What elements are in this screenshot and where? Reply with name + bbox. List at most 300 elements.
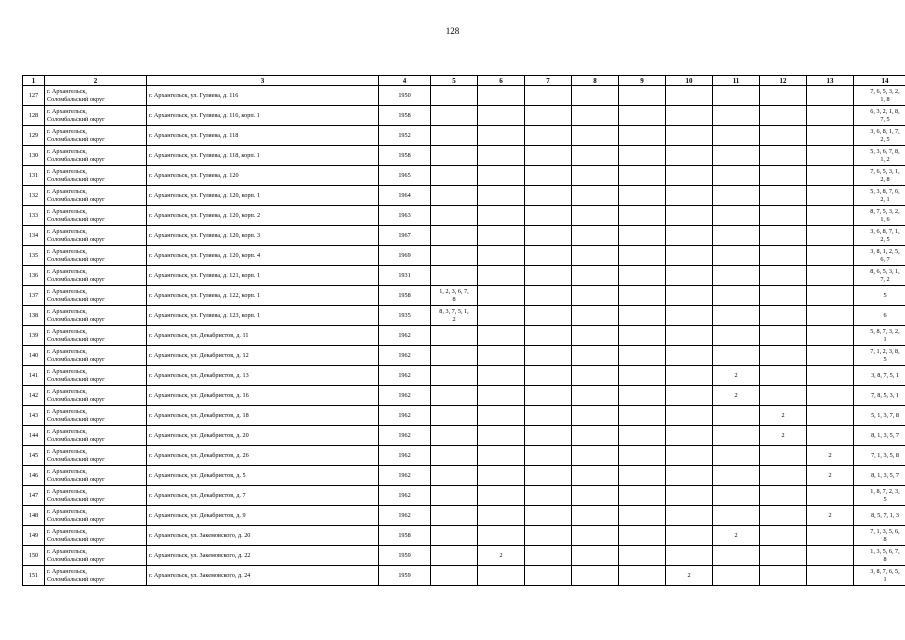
cell-col-13	[807, 266, 854, 286]
cell-col-8	[572, 106, 619, 126]
cell-col-4: 1962	[379, 366, 431, 386]
cell-col-3: г. Архангельск, ул. Гуляева, д. 120, корп. 2	[147, 206, 379, 226]
cell-col-3: г. Архангельск, ул. Гуляева, д. 120, корп. 4	[147, 246, 379, 266]
cell-col-9	[619, 466, 666, 486]
cell-col-2: г. Архангельск, Соломбальский округ	[45, 186, 147, 206]
cell-col-11	[713, 326, 760, 346]
cell-col-4: 1965	[379, 166, 431, 186]
cell-col-11	[713, 126, 760, 146]
cell-col-2: г. Архангельск, Соломбальский округ	[45, 206, 147, 226]
cell-col-10	[666, 506, 713, 526]
cell-col-5	[431, 266, 478, 286]
cell-col-1: 150	[23, 546, 45, 566]
cell-col-13	[807, 386, 854, 406]
cell-col-3: г. Архангельск, ул. Гуляева, д. 122, корп. 1	[147, 286, 379, 306]
cell-col-6	[478, 406, 525, 426]
cell-col-13	[807, 366, 854, 386]
cell-col-3: г. Архангельск, ул. Декабристов, д. 16	[147, 386, 379, 406]
cell-col-5	[431, 566, 478, 586]
cell-col-14: 3, 6, 8, 1, 7, 2, 5	[854, 126, 905, 146]
cell-col-2: г. Архангельск, Соломбальский округ	[45, 226, 147, 246]
cell-col-4: 1950	[379, 86, 431, 106]
cell-col-1: 132	[23, 186, 45, 206]
cell-col-7	[525, 186, 572, 206]
cell-col-2: г. Архангельск, Соломбальский округ	[45, 466, 147, 486]
cell-col-2: г. Архангельск, Соломбальский округ	[45, 546, 147, 566]
table-row	[23, 246, 905, 266]
cell-col-12	[760, 486, 807, 506]
cell-col-3: г. Архангельск, ул. Декабристов, д. 9	[147, 506, 379, 526]
cell-col-1: 131	[23, 166, 45, 186]
cell-col-14: 3, 8, 1, 2, 5, 6, 7	[854, 246, 905, 266]
cell-col-4: 1935	[379, 306, 431, 326]
cell-col-14: 3, 8, 7, 5, 1	[854, 366, 905, 386]
cell-col-14: 8, 1, 3, 5, 7	[854, 426, 905, 446]
cell-col-2: г. Архангельск, Соломбальский округ	[45, 306, 147, 326]
cell-col-11	[713, 306, 760, 326]
cell-col-8	[572, 326, 619, 346]
cell-col-12	[760, 546, 807, 566]
table-row	[23, 346, 905, 366]
cell-col-5	[431, 186, 478, 206]
cell-col-1: 145	[23, 446, 45, 466]
cell-col-6	[478, 266, 525, 286]
cell-col-9	[619, 126, 666, 146]
cell-col-8	[572, 166, 619, 186]
cell-col-4: 1958	[379, 106, 431, 126]
cell-col-5: 1, 2, 3, 6, 7, 8	[431, 286, 478, 306]
cell-col-2: г. Архангельск, Соломбальский округ	[45, 506, 147, 526]
cell-col-11	[713, 246, 760, 266]
cell-col-11	[713, 486, 760, 506]
cell-col-5	[431, 366, 478, 386]
cell-col-12	[760, 526, 807, 546]
cell-col-2: г. Архангельск, Соломбальский округ	[45, 86, 147, 106]
cell-col-7	[525, 326, 572, 346]
cell-col-5	[431, 466, 478, 486]
cell-col-10	[666, 186, 713, 206]
cell-col-13	[807, 326, 854, 346]
cell-col-2: г. Архангельск, Соломбальский округ	[45, 366, 147, 386]
cell-col-12: 2	[760, 426, 807, 446]
cell-col-12	[760, 226, 807, 246]
cell-col-4: 1964	[379, 186, 431, 206]
cell-col-8	[572, 346, 619, 366]
cell-col-6	[478, 186, 525, 206]
table-row	[23, 86, 905, 106]
cell-col-8	[572, 146, 619, 166]
cell-col-5	[431, 486, 478, 506]
cell-col-12	[760, 166, 807, 186]
cell-col-5	[431, 426, 478, 446]
cell-col-3: г. Архангельск, ул. Декабристов, д. 18	[147, 406, 379, 426]
cell-col-2: г. Архангельск, Соломбальский округ	[45, 386, 147, 406]
cell-col-14: 3, 6, 8, 7, 1, 2, 5	[854, 226, 905, 246]
cell-col-6	[478, 146, 525, 166]
cell-col-9	[619, 206, 666, 226]
cell-col-1: 137	[23, 286, 45, 306]
column-header: 7	[525, 76, 572, 86]
cell-col-8	[572, 86, 619, 106]
cell-col-1: 140	[23, 346, 45, 366]
cell-col-3: г. Архангельск, ул. Декабристов, д. 20	[147, 426, 379, 446]
cell-col-12	[760, 146, 807, 166]
cell-col-7	[525, 406, 572, 426]
cell-col-11	[713, 106, 760, 126]
cell-col-6	[478, 386, 525, 406]
cell-col-6: 2	[478, 546, 525, 566]
cell-col-10	[666, 306, 713, 326]
table-row	[23, 186, 905, 206]
table-body	[23, 86, 905, 586]
cell-col-1: 133	[23, 206, 45, 226]
cell-col-6	[478, 166, 525, 186]
cell-col-7	[525, 486, 572, 506]
table-row	[23, 366, 905, 386]
cell-col-8	[572, 506, 619, 526]
cell-col-13	[807, 426, 854, 446]
cell-col-5	[431, 326, 478, 346]
cell-col-13	[807, 306, 854, 326]
cell-col-14: 7, 1, 3, 5, 8	[854, 446, 905, 466]
cell-col-10	[666, 446, 713, 466]
cell-col-13: 2	[807, 506, 854, 526]
cell-col-12	[760, 366, 807, 386]
cell-col-5	[431, 386, 478, 406]
cell-col-12	[760, 246, 807, 266]
table-row	[23, 326, 905, 346]
cell-col-3: г. Архангельск, ул. Закемовского, д. 24	[147, 566, 379, 586]
cell-col-2: г. Архангельск, Соломбальский округ	[45, 446, 147, 466]
cell-col-12	[760, 326, 807, 346]
cell-col-8	[572, 466, 619, 486]
cell-col-1: 136	[23, 266, 45, 286]
cell-col-4: 1962	[379, 426, 431, 446]
cell-col-3: г. Архангельск, ул. Гуляева, д. 118, корп. 1	[147, 146, 379, 166]
cell-col-7	[525, 226, 572, 246]
cell-col-11	[713, 546, 760, 566]
table-row	[23, 546, 905, 566]
cell-col-14: 6	[854, 306, 905, 326]
cell-col-7	[525, 86, 572, 106]
cell-col-8	[572, 546, 619, 566]
cell-col-2: г. Архангельск, Соломбальский округ	[45, 126, 147, 146]
cell-col-5	[431, 506, 478, 526]
cell-col-2: г. Архангельск, Соломбальский округ	[45, 426, 147, 446]
cell-col-11	[713, 146, 760, 166]
cell-col-8	[572, 486, 619, 506]
cell-col-9	[619, 546, 666, 566]
cell-col-13	[807, 86, 854, 106]
table-row	[23, 226, 905, 246]
cell-col-10	[666, 226, 713, 246]
cell-col-4: 1958	[379, 286, 431, 306]
cell-col-10	[666, 366, 713, 386]
cell-col-2: г. Архангельск, Соломбальский округ	[45, 326, 147, 346]
cell-col-5	[431, 126, 478, 146]
cell-col-13: 2	[807, 446, 854, 466]
cell-col-1: 134	[23, 226, 45, 246]
cell-col-8	[572, 406, 619, 426]
cell-col-11	[713, 446, 760, 466]
cell-col-1: 130	[23, 146, 45, 166]
column-header: 11	[713, 76, 760, 86]
cell-col-12	[760, 346, 807, 366]
cell-col-4: 1962	[379, 486, 431, 506]
cell-col-7	[525, 126, 572, 146]
column-header: 3	[147, 76, 379, 86]
page-number: 128	[445, 26, 460, 36]
cell-col-12	[760, 446, 807, 466]
cell-col-6	[478, 346, 525, 366]
column-header: 9	[619, 76, 666, 86]
cell-col-2: г. Архангельск, Соломбальский округ	[45, 486, 147, 506]
cell-col-11	[713, 206, 760, 226]
cell-col-1: 135	[23, 246, 45, 266]
column-header: 14	[854, 76, 905, 86]
cell-col-3: г. Архангельск, ул. Декабристов, д. 11	[147, 326, 379, 346]
cell-col-5	[431, 446, 478, 466]
cell-col-12	[760, 186, 807, 206]
cell-col-1: 138	[23, 306, 45, 326]
cell-col-4: 1962	[379, 326, 431, 346]
cell-col-5	[431, 526, 478, 546]
cell-col-6	[478, 326, 525, 346]
cell-col-6	[478, 306, 525, 326]
cell-col-9	[619, 306, 666, 326]
cell-col-14: 5, 3, 6, 7, 8, 1, 2	[854, 146, 905, 166]
cell-col-11	[713, 86, 760, 106]
cell-col-10	[666, 486, 713, 506]
cell-col-8	[572, 246, 619, 266]
cell-col-6	[478, 86, 525, 106]
cell-col-13	[807, 106, 854, 126]
cell-col-8	[572, 226, 619, 246]
cell-col-9	[619, 86, 666, 106]
cell-col-6	[478, 246, 525, 266]
cell-col-3: г. Архангельск, ул. Закемовского, д. 20	[147, 526, 379, 546]
cell-col-6	[478, 486, 525, 506]
cell-col-9	[619, 386, 666, 406]
cell-col-10	[666, 406, 713, 426]
cell-col-14: 8, 5, 7, 1, 3	[854, 506, 905, 526]
cell-col-3: г. Архангельск, ул. Гуляева, д. 120, корп. 1	[147, 186, 379, 206]
cell-col-13	[807, 146, 854, 166]
cell-col-9	[619, 286, 666, 306]
cell-col-7	[525, 206, 572, 226]
cell-col-13	[807, 566, 854, 586]
cell-col-1: 149	[23, 526, 45, 546]
table-row	[23, 306, 905, 326]
cell-col-12	[760, 466, 807, 486]
cell-col-10	[666, 386, 713, 406]
table-row	[23, 426, 905, 446]
cell-col-4: 1962	[379, 446, 431, 466]
table-row	[23, 146, 905, 166]
cell-col-9	[619, 566, 666, 586]
column-header: 10	[666, 76, 713, 86]
column-header: 6	[478, 76, 525, 86]
cell-col-8	[572, 266, 619, 286]
cell-col-9	[619, 186, 666, 206]
cell-col-3: г. Архангельск, ул. Декабристов, д. 13	[147, 366, 379, 386]
cell-col-10	[666, 106, 713, 126]
cell-col-14: 8, 1, 3, 5, 7	[854, 466, 905, 486]
cell-col-12	[760, 386, 807, 406]
cell-col-2: г. Архангельск, Соломбальский округ	[45, 266, 147, 286]
cell-col-7	[525, 286, 572, 306]
cell-col-3: г. Архангельск, ул. Гуляева, д. 116	[147, 86, 379, 106]
cell-col-13	[807, 526, 854, 546]
cell-col-1: 148	[23, 506, 45, 526]
cell-col-14: 7, 1, 2, 3, 8, 5	[854, 346, 905, 366]
cell-col-5	[431, 166, 478, 186]
cell-col-10	[666, 126, 713, 146]
cell-col-14: 7, 8, 5, 3, 1	[854, 386, 905, 406]
cell-col-8	[572, 566, 619, 586]
cell-col-5	[431, 346, 478, 366]
cell-col-5: 8, 3, 7, 5, 1, 2	[431, 306, 478, 326]
cell-col-1: 129	[23, 126, 45, 146]
cell-col-8	[572, 286, 619, 306]
cell-col-1: 143	[23, 406, 45, 426]
table-row	[23, 386, 905, 406]
cell-col-4: 1959	[379, 546, 431, 566]
cell-col-9	[619, 246, 666, 266]
cell-col-5	[431, 226, 478, 246]
cell-col-6	[478, 466, 525, 486]
table-row	[23, 466, 905, 486]
cell-col-13	[807, 126, 854, 146]
cell-col-10	[666, 286, 713, 306]
cell-col-6	[478, 446, 525, 466]
cell-col-3: г. Архангельск, ул. Гуляева, д. 123, корп. 1	[147, 306, 379, 326]
cell-col-10	[666, 526, 713, 546]
cell-col-1: 146	[23, 466, 45, 486]
cell-col-6	[478, 126, 525, 146]
data-table	[22, 75, 905, 586]
cell-col-8	[572, 366, 619, 386]
cell-col-6	[478, 506, 525, 526]
cell-col-8	[572, 186, 619, 206]
cell-col-11: 2	[713, 526, 760, 546]
cell-col-13	[807, 246, 854, 266]
cell-col-3: г. Архангельск, ул. Гуляева, д. 121, корп. 1	[147, 266, 379, 286]
cell-col-9	[619, 266, 666, 286]
cell-col-7	[525, 546, 572, 566]
cell-col-12	[760, 106, 807, 126]
cell-col-6	[478, 426, 525, 446]
cell-col-9	[619, 346, 666, 366]
cell-col-6	[478, 286, 525, 306]
cell-col-2: г. Архангельск, Соломбальский округ	[45, 346, 147, 366]
header-row	[23, 76, 905, 86]
cell-col-7	[525, 446, 572, 466]
table-row	[23, 106, 905, 126]
cell-col-1: 127	[23, 86, 45, 106]
cell-col-6	[478, 106, 525, 126]
cell-col-10	[666, 166, 713, 186]
cell-col-3: г. Архангельск, ул. Закемовского, д. 22	[147, 546, 379, 566]
cell-col-7	[525, 266, 572, 286]
cell-col-7	[525, 146, 572, 166]
cell-col-11	[713, 346, 760, 366]
table-row	[23, 406, 905, 426]
cell-col-13	[807, 206, 854, 226]
cell-col-14: 1, 3, 5, 6, 7, 8	[854, 546, 905, 566]
cell-col-12	[760, 286, 807, 306]
cell-col-13	[807, 486, 854, 506]
cell-col-5	[431, 546, 478, 566]
cell-col-7	[525, 426, 572, 446]
cell-col-2: г. Архангельск, Соломбальский округ	[45, 166, 147, 186]
cell-col-6	[478, 366, 525, 386]
cell-col-13	[807, 546, 854, 566]
cell-col-3: г. Архангельск, ул. Гуляева, д. 120, корп. 3	[147, 226, 379, 246]
cell-col-11: 2	[713, 386, 760, 406]
cell-col-10	[666, 546, 713, 566]
cell-col-11	[713, 186, 760, 206]
cell-col-2: г. Архангельск, Соломбальский округ	[45, 526, 147, 546]
column-header: 5	[431, 76, 478, 86]
cell-col-5	[431, 106, 478, 126]
cell-col-10	[666, 246, 713, 266]
cell-col-10	[666, 426, 713, 446]
cell-col-2: г. Архангельск, Соломбальский округ	[45, 106, 147, 126]
cell-col-9	[619, 166, 666, 186]
cell-col-3: г. Архангельск, ул. Гуляева, д. 116, корп. 1	[147, 106, 379, 126]
cell-col-4: 1962	[379, 506, 431, 526]
cell-col-6	[478, 526, 525, 546]
cell-col-2: г. Архангельск, Соломбальский округ	[45, 246, 147, 266]
cell-col-12	[760, 126, 807, 146]
cell-col-7	[525, 306, 572, 326]
cell-col-4: 1969	[379, 246, 431, 266]
cell-col-12	[760, 206, 807, 226]
cell-col-9	[619, 446, 666, 466]
cell-col-4: 1967	[379, 226, 431, 246]
cell-col-7	[525, 566, 572, 586]
cell-col-11	[713, 466, 760, 486]
table-row	[23, 566, 905, 586]
cell-col-9	[619, 366, 666, 386]
cell-col-10	[666, 146, 713, 166]
cell-col-7	[525, 466, 572, 486]
cell-col-14: 5	[854, 286, 905, 306]
cell-col-7	[525, 346, 572, 366]
cell-col-3: г. Архангельск, ул. Декабристов, д. 5	[147, 466, 379, 486]
cell-col-10	[666, 86, 713, 106]
cell-col-7	[525, 106, 572, 126]
cell-col-9	[619, 486, 666, 506]
cell-col-9	[619, 406, 666, 426]
cell-col-4: 1963	[379, 206, 431, 226]
cell-col-5	[431, 146, 478, 166]
cell-col-7	[525, 526, 572, 546]
cell-col-9	[619, 526, 666, 546]
cell-col-6	[478, 206, 525, 226]
cell-col-12	[760, 306, 807, 326]
cell-col-5	[431, 206, 478, 226]
cell-col-13	[807, 286, 854, 306]
cell-col-9	[619, 106, 666, 126]
cell-col-8	[572, 206, 619, 226]
cell-col-8	[572, 526, 619, 546]
cell-col-11: 2	[713, 366, 760, 386]
cell-col-13: 2	[807, 466, 854, 486]
cell-col-4: 1962	[379, 466, 431, 486]
cell-col-13	[807, 406, 854, 426]
